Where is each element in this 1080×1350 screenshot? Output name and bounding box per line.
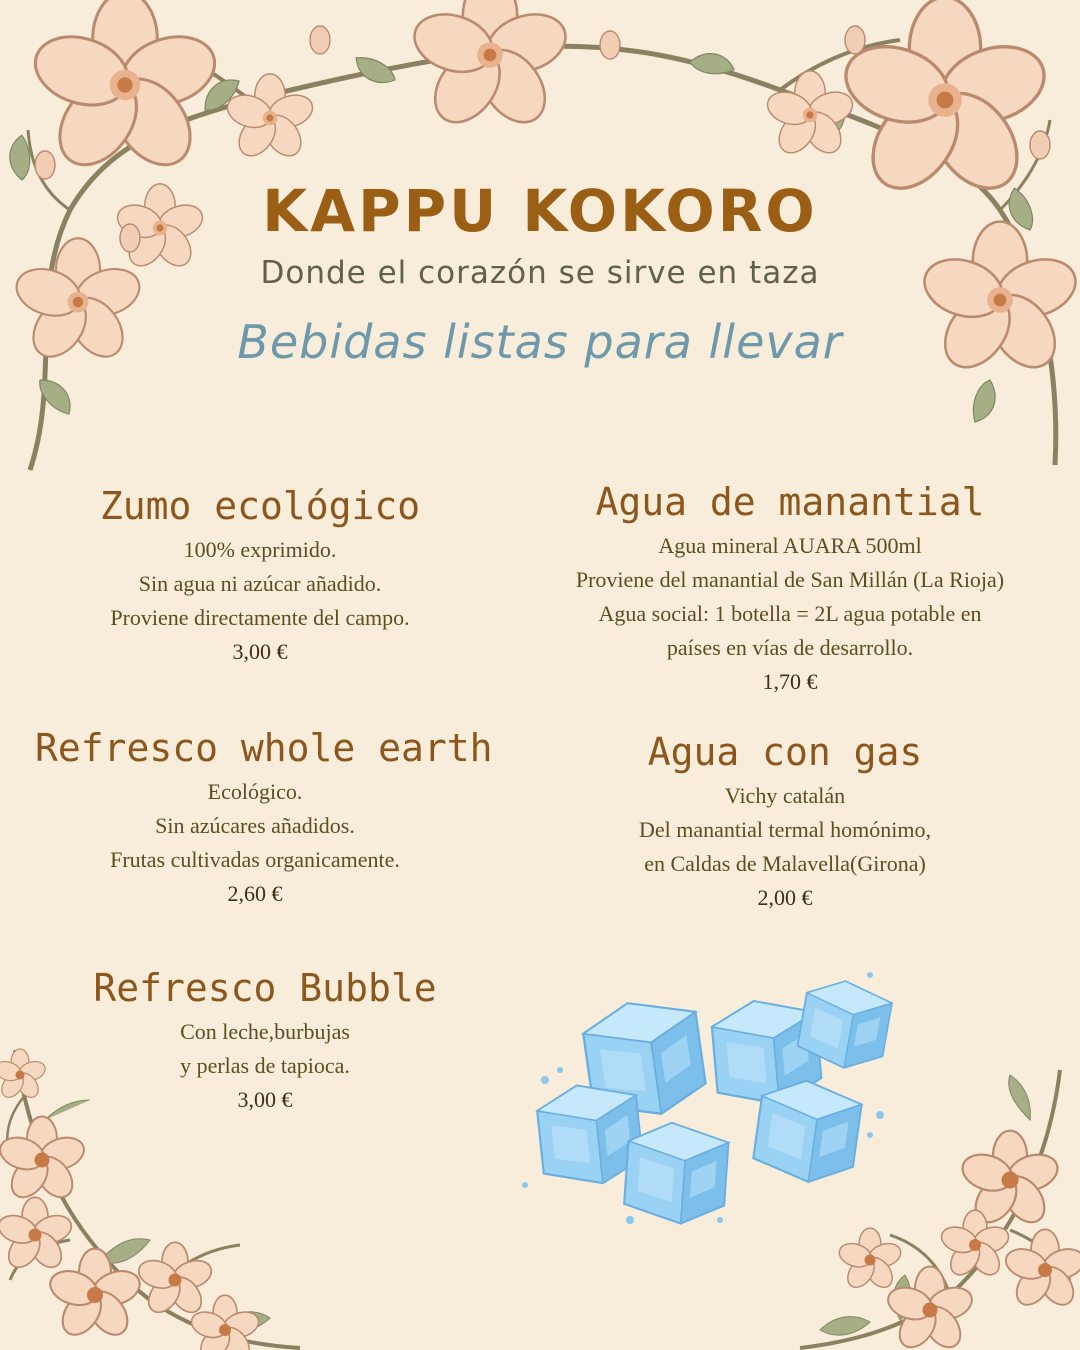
brand-title: KAPPU KOKORO bbox=[262, 177, 818, 245]
menu-item-zumo-ecologico bbox=[60, 486, 460, 669]
menu-item-agua-de-manantial bbox=[540, 482, 1040, 699]
item-description-line: Frutas cultivadas organicamente. bbox=[110, 846, 400, 872]
menu-item-agua-con-gas bbox=[585, 732, 985, 915]
item-description-line: 100% exprimido. bbox=[183, 536, 337, 562]
cherry-blossom-branch-right bbox=[780, 1030, 1080, 1350]
section-title: Bebidas listas para llevar bbox=[237, 314, 843, 369]
item-description-line: Del manantial termal homónimo, bbox=[638, 816, 932, 842]
item-name: Agua de manantial bbox=[595, 480, 985, 524]
item-name: Agua con gas bbox=[647, 730, 923, 774]
item-name: Zumo ecológico bbox=[99, 484, 421, 528]
item-name: Refresco whole earth bbox=[35, 726, 493, 770]
menu-header bbox=[0, 178, 1080, 370]
item-description-line: Con leche,burbujas bbox=[180, 1018, 350, 1044]
item-price: 2,60 € bbox=[227, 880, 283, 906]
menu-item-refresco-bubble bbox=[60, 968, 470, 1117]
item-description-line: Proviene directamente del campo. bbox=[110, 604, 410, 630]
item-description-line: Agua mineral AUARA 500ml bbox=[658, 532, 922, 558]
item-description-line: Vichy catalán bbox=[724, 782, 846, 808]
item-description-line: Ecológico. bbox=[207, 778, 303, 804]
menu-item-refresco-whole-earth bbox=[35, 726, 493, 911]
item-description-line: países en vías de desarrollo. bbox=[666, 634, 914, 660]
item-description-line: Sin agua ni azúcar añadido. bbox=[138, 570, 382, 596]
item-name: Refresco Bubble bbox=[93, 966, 437, 1010]
item-description-line: Agua social: 1 botella = 2L agua potable en bbox=[598, 600, 982, 626]
tagline: Donde el corazón se sirve en taza bbox=[260, 254, 820, 291]
item-description-line: y perlas de tapioca. bbox=[180, 1052, 350, 1078]
item-description-line: Proviene del manantial de San Millán (La Rioja) bbox=[575, 566, 1005, 592]
item-price: 3,00 € bbox=[232, 638, 288, 664]
item-price: 3,00 € bbox=[237, 1086, 293, 1112]
item-price: 1,70 € bbox=[762, 668, 818, 694]
item-price: 2,00 € bbox=[757, 884, 813, 910]
item-description-line: Sin azúcares añadidos. bbox=[155, 812, 355, 838]
ice-cubes-illustration bbox=[520, 965, 900, 1235]
item-description-line: en Caldas de Malavella(Girona) bbox=[644, 850, 926, 876]
